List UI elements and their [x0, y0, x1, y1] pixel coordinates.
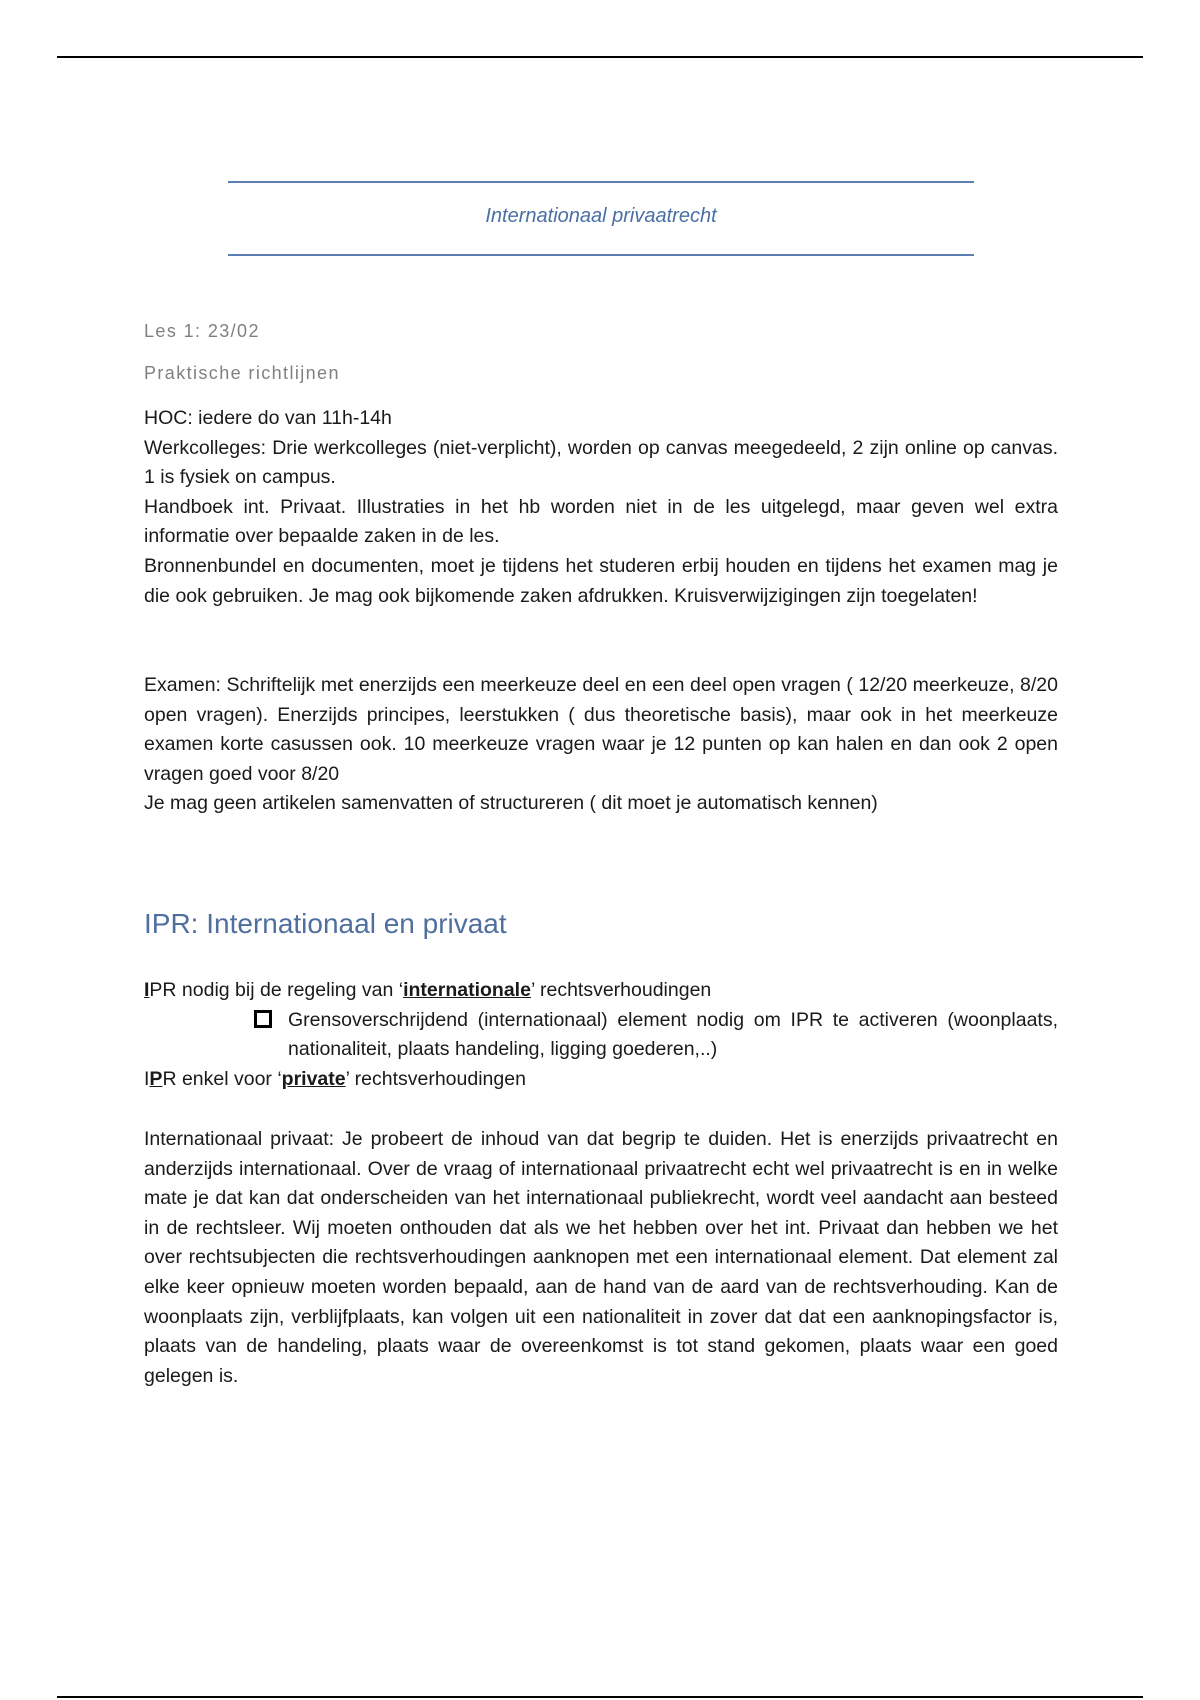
line-initial: I: [144, 1067, 150, 1090]
guidelines-block: [144, 404, 1058, 611]
square-bullet-icon: [254, 1006, 288, 1038]
line-text: ’ rechtsverhoudingen: [530, 979, 712, 1001]
lesson-subheading: Praktische richtlijnen: [144, 363, 340, 383]
ipr-definition-block: [144, 976, 1058, 1094]
section-title: IPR: Internationaal en privaat: [144, 908, 507, 939]
exam-block: [144, 671, 1058, 819]
keyword-private: private: [281, 1067, 346, 1090]
document-title: Internationaal privaatrecht: [485, 205, 717, 227]
keyword-internationale: internationale: [403, 979, 531, 1001]
line-text: ’ rechtsverhoudingen: [345, 1067, 526, 1090]
exam-paragraph: Je mag geen artikelen samenvatten of structureren ( dit moet je automatisch kennen): [144, 792, 878, 815]
line-text: R enkel voor ‘: [162, 1067, 282, 1090]
document-title-box: [228, 181, 974, 256]
body-paragraph: Internationaal privaat: Je probeert de inhoud van dat begrip te duiden. Het is enerzijds privaatrecht en anderzijds internationaal. Over de vraag of internationaal privaatrecht echt wel privaatrecht is en in welke mate je dat kan dat onderscheiden van het internationaal publiekrecht, wordt veel aandacht aan besteed in de rechtsleer. Wij moeten onthouden dat als we het hebben over het int. Privaat dan hebben we het over rechtsubjecten die rechtsverhoudingen aanknopen met een internationaal element. Dat element zal elke keer opnieuw moeten worden bepaald, aan de hand van de aard van de rechtsverhouding. Kan de woonplaats zijn, verblijfplaats, kan volgen uit een nationaliteit in zover dat dat een aanknopingsfactor is, plaats van de handeling, plaats waar de overeenkomst is tot stand gekomen, plaats waar een goed gelegen is.: [144, 1128, 1058, 1387]
guideline-paragraph: Handboek int. Privaat. Illustraties in het hb worden niet in de les uitgelegd, maar geven wel extra informatie over bepaalde zaken in de les.: [144, 495, 1058, 548]
underlined-initial: I: [144, 979, 150, 1001]
ipr-line-private: [144, 1065, 1058, 1095]
guideline-paragraph: HOC: iedere do van 11h-14h: [144, 407, 392, 429]
lesson-date-heading: Les 1: 23/02: [144, 321, 260, 341]
exam-paragraph: Examen: Schriftelijk met enerzijds een meerkeuze deel en een deel open vragen ( 12/20 meerkeuze, 8/20 open vragen). Enerzijds principes, leerstukken ( dus theoretische basis), maar ook in het meerkeuze examen korte casussen ook. 10 meerkeuze vragen waar je 12 punten op kan halen en dan ook 2 open vragen goed voor 8/20: [144, 674, 1058, 785]
line-text: PR nodig bij de regeling van ‘: [149, 979, 404, 1001]
guideline-paragraph: Bronnenbundel en documenten, moet je tijdens het studeren erbij houden en tijdens het examen mag je die ook gebruiken. Je mag ook bijkomende zaken afdrukken. Kruisverwijzigingen zijn toegelaten!: [144, 554, 1058, 607]
bullet-text: Grensoverschrijdend (internationaal) element nodig om IPR te activeren (woonplaats, nationaliteit, plaats handeling, ligging goederen,..): [288, 1008, 1058, 1061]
ipr-line-international: [144, 976, 1058, 1006]
bullet-item: [254, 1006, 1058, 1065]
ipr-body-block: [144, 1125, 1058, 1391]
underlined-letter: P: [149, 1067, 163, 1090]
bottom-page-rule: [57, 1696, 1143, 1698]
top-page-rule: [57, 56, 1143, 58]
guideline-paragraph: Werkcolleges: Drie werkcolleges (niet-verplicht), worden op canvas meegedeeld, 2 zijn online op canvas. 1 is fysiek on campus.: [144, 436, 1058, 489]
